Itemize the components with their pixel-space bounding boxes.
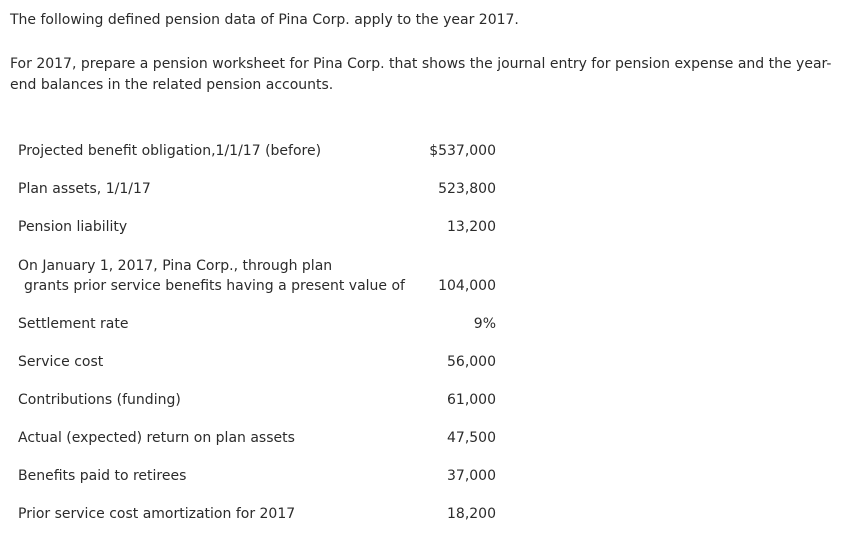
table-row [18, 334, 496, 372]
table-row [18, 199, 496, 237]
table-row [18, 237, 496, 296]
row-label-line1: On January 1, 2017, Pina Corp., through plan [18, 258, 333, 274]
row-label: Actual (expected) return on plan assets [18, 430, 295, 446]
table-row [18, 372, 496, 410]
row-value: $537,000 [429, 143, 496, 159]
table-row [18, 123, 496, 161]
table-row [18, 486, 496, 524]
row-label: Service cost [18, 354, 104, 370]
row-value: 9% [473, 316, 496, 332]
row-value: 56,000 [447, 354, 496, 370]
table-row [18, 410, 496, 448]
intro-text: The following defined pension data of Pina Corp. apply to the year 2017. [10, 12, 519, 28]
instructions-text: For 2017, prepare a pension worksheet for Pina Corp. that shows the journal entry for pension expense and the year-end balances in the related pension accounts. [10, 56, 832, 93]
row-value: 104,000 [438, 278, 496, 294]
row-label: Settlement rate [18, 316, 129, 332]
row-label: Pension liability [18, 219, 128, 235]
row-value: 61,000 [447, 392, 496, 408]
row-value: 13,200 [447, 219, 496, 235]
row-value: 37,000 [447, 468, 496, 484]
table-row [18, 296, 496, 334]
row-label: Prior service cost amortization for 2017 [18, 506, 296, 522]
row-label: Plan assets, 1/1/17 [18, 181, 151, 197]
table-row [18, 161, 496, 199]
row-label-line2: grants prior service benefits having a present value of [24, 278, 405, 294]
row-label: Contributions (funding) [18, 392, 181, 408]
row-value: 47,500 [447, 430, 496, 446]
row-value: 523,800 [438, 181, 496, 197]
pension-data-table [18, 123, 496, 524]
row-label: Benefits paid to retirees [18, 468, 187, 484]
row-label [18, 237, 418, 296]
row-label: Projected benefit obligation,1/1/17 (before) [18, 143, 322, 159]
row-value: 18,200 [447, 506, 496, 522]
table-row [18, 448, 496, 486]
